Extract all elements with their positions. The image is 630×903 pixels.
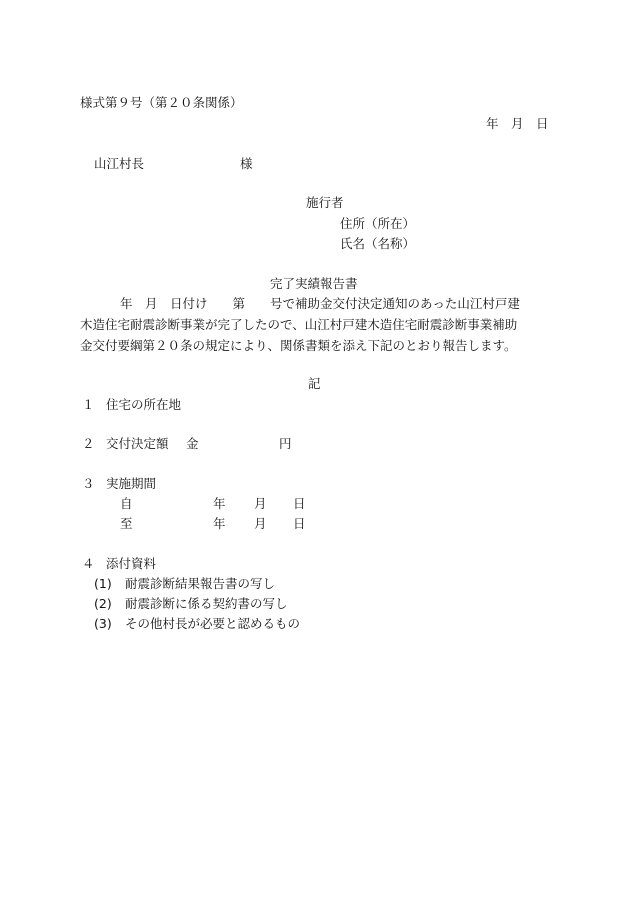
item-4-number: ４ — [82, 556, 95, 571]
attachment-text: その他村長が必要と認めるもの — [125, 616, 301, 631]
period-from-day: 日 — [293, 496, 306, 511]
item-2-label: 交付決定額 — [106, 436, 169, 451]
addressee: 山江村長 — [94, 156, 145, 171]
applicant-label: 施行者 — [306, 195, 344, 210]
item-3-label: 実施期間 — [106, 476, 157, 491]
period-to-year: 年 — [213, 516, 226, 531]
period-to-day: 日 — [293, 516, 306, 531]
period-to: 至 — [120, 516, 133, 531]
body-line-1: 年 月 日付け 第 号で補助金交付決定通知のあった山江村戸建 — [120, 296, 520, 311]
honorific: 様 — [240, 156, 253, 171]
period-from-month: 月 — [254, 496, 267, 511]
attachment-number: (2) — [94, 596, 112, 611]
attachment-text: 耐震診断結果報告書の写し — [125, 576, 276, 591]
ki-heading: 記 — [308, 376, 321, 391]
item-1-label: 住宅の所在地 — [106, 397, 182, 412]
body-line-2: 木造住宅耐震診断事業が完了したので、山江村戸建木造住宅耐震診断事業補助 — [80, 317, 518, 332]
item-2-kin: 金 — [186, 436, 199, 451]
applicant-name: 氏名（名称） — [340, 236, 416, 251]
item-2-number: ２ — [82, 436, 95, 451]
attachment-number: (3) — [94, 616, 112, 631]
item-1-number: １ — [82, 397, 95, 412]
item-2-yen: 円 — [279, 436, 292, 451]
item-3-number: ３ — [82, 476, 95, 491]
form-number: 様式第９号（第２０条関係） — [80, 95, 243, 110]
attachment-number: (1) — [94, 576, 112, 591]
applicant-address: 住所（所在） — [340, 216, 416, 231]
date-line: 年 月 日 — [486, 116, 549, 131]
attachment-text: 耐震診断に係る契約書の写し — [125, 596, 288, 611]
item-4-label: 添付資料 — [106, 556, 157, 571]
body-line-3: 金交付要綱第２０条の規定により、関係書類を添え下記のとおり報告します。 — [80, 338, 517, 353]
period-to-month: 月 — [254, 516, 267, 531]
period-from-year: 年 — [213, 496, 226, 511]
document-title: 完了実績報告書 — [270, 276, 358, 291]
period-from: 自 — [120, 496, 133, 511]
